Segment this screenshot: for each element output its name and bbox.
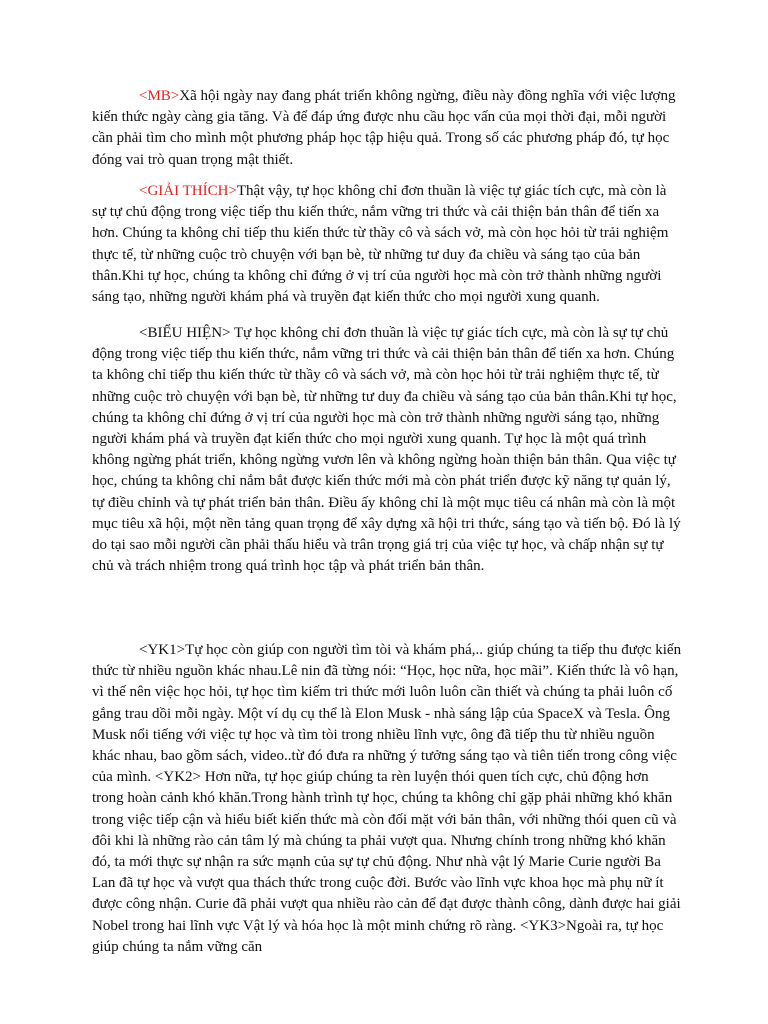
paragraph-yk-text: Tự học còn giúp con người tìm tòi và khám phá,.. giúp chúng ta tiếp thu được kiến thức từ nhiều nguồn khác nhau.Lê nin đã từng nói: “Học, học nữa, học mãi”. Kiến thức là vô hạn, vì thế nên việc học hỏi, tự học tìm kiếm tri thức mới luôn luôn cần thiết và chúng ta phải luôn cố gắng trau dồi mỗi ngày. Một ví dụ cụ thể là Elon Musk - nhà sáng lập của SpaceX và Tesla. Ông Musk nổi tiếng với việc tự học và tìm tòi trong nhiều lĩnh vực, ông đã tiếp thu từ nhiều nguồn khác nhau, bao gồm sách, video..từ đó đưa ra những ý tưởng sáng tạo và tiên tiến trong công việc của mình. <YK2> Hơn nữa, tự học giúp chúng ta rèn luyện thói quen tích cực, chủ động hơn trong hoàn cảnh khó khăn.Trong hành trình tự học, chúng ta không chỉ gặp phải những khó khăn trong việc tiếp cận và hiểu biết kiến thức mà còn đối mặt với bản thân, với những thói quen cũ và đôi khi là những rào cản tâm lý mà chúng ta phải vượt qua. Nhưng chính trong những khó khăn đó, ta mới thực sự nhận ra sức mạnh của sự tự chủ động. Như nhà vật lý Marie Curie người Ba Lan đã tự học và vượt qua thách thức trong cuộc đời. Bước vào lĩnh vực khoa học mà phụ nữ ít được công nhận. Curie đã phải vượt qua nhiều rào cản để đạt được thành công, dành được hai giải Nobel trong hai lĩnh vực Vật lý và hóa học là một minh chứng rõ ràng. <YK3>Ngoài ra, tự học giúp chúng ta nắm vững căn bbox=[92, 642, 682, 955]
paragraph-bieu-hien bbox=[92, 323, 682, 577]
section-tag-mb: <MB> bbox=[139, 88, 180, 104]
paragraph-giai-thich-text: Thật vậy, tự học không chỉ đơn thuần là việc tự giác tích cực, mà còn là sự tự chủ động trong việc tiếp thu kiến thức, nắm vững tri thức và cải thiện bản thân để tiến xa hơn. Chúng ta không chỉ tiếp thu kiến thức từ thầy cô và sách vở, mà còn học hỏi từ trải nghiệm thực tế, từ những cuộc trò chuyện với bạn bè, từ những tư duy đa chiều và sáng tạo của bản thân.Khi tự học, chúng ta không chỉ đứng ở vị trí của người học mà còn trở thành những người sáng tạo, những người khám phá và truyền đạt kiến thức cho mọi người xung quanh. bbox=[92, 183, 669, 306]
section-tag-yk1: <YK1> bbox=[139, 642, 186, 658]
paragraph-giai-thich bbox=[92, 181, 682, 308]
paragraph-bieu-hien-text: Tự học không chỉ đơn thuần là việc tự giác tích cực, mà còn là sự tự chủ động trong việc tiếp thu kiến thức, nắm vững tri thức và cải thiện bản thân để tiến xa hơn. Chúng ta không chỉ tiếp thu kiến thức từ thầy cô và sách vở, mà còn học hỏi từ trải nghiệm thực tế, từ những cuộc trò chuyện với bạn bè, từ những tư duy đa chiều và sáng tạo của bản thân.Khi tự học, chúng ta không chỉ đứng ở vị trí của người học mà còn trở thành những người sáng tạo, những người khám phá và truyền đạt kiến thức cho mọi người xung quanh. Tự học là một quá trình không ngừng phát triển, không ngừng vươn lên và không ngừng hoàn thiện bản thân. Qua việc tự học, chúng ta không chỉ nắm bắt được kiến thức mới mà còn phát triển được kỹ năng tự quản lý, tự điều chỉnh và tự phát triển bản thân. Điều ấy không chỉ là một mục tiêu cá nhân mà còn là một mục tiêu xã hội, một nền tảng quan trọng để xây dựng xã hội tri thức, sáng tạo và tiến bộ. Đó là lý do tại sao mỗi người cần phải thấu hiểu và trân trọng giá trị của việc tự học, và chấp nhận sự tự chủ và trách nhiệm trong quá trình học tập và phát triển bản thân. bbox=[92, 325, 681, 575]
section-tag-bieu-hien: <BIỂU HIỆN> bbox=[139, 325, 231, 341]
paragraph-mb bbox=[92, 86, 682, 171]
paragraph-yk bbox=[92, 640, 682, 958]
section-tag-giai-thich: <GIẢI THÍCH> bbox=[139, 183, 237, 199]
paragraph-mb-text: Xã hội ngày nay đang phát triển không ngừng, điều này đồng nghĩa với việc lượng kiến thức ngày càng gia tăng. Và để đáp ứng được nhu cầu học vấn của mọi thời đại, mỗi người cần phải tìm cho mình một phương pháp học tập hiệu quả. Trong số các phương pháp đó, tự học đóng vai trò quan trọng mật thiết. bbox=[92, 88, 676, 168]
